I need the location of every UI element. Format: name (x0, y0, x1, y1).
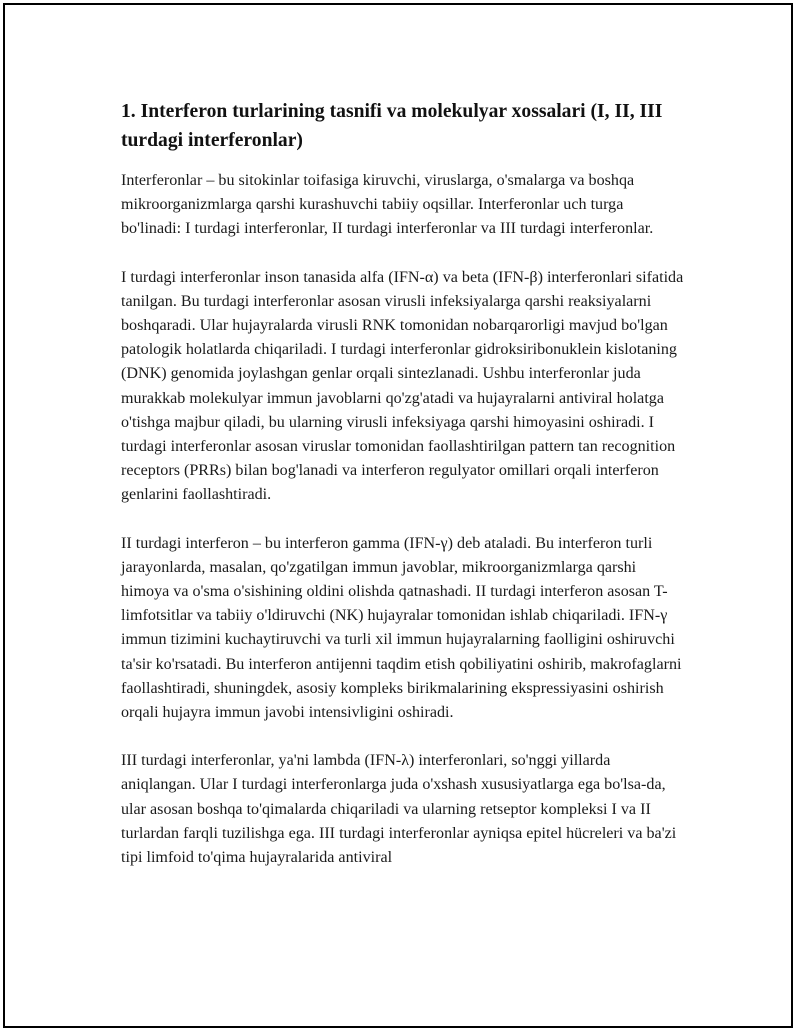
paragraph-type-two: II turdagi interferon – bu interferon gamma (IFN-γ) deb ataladi. Bu interferon turli jarayonlarda, masalan, qo'zgatilgan immun javoblar, mikroorganizmlarga qarshi himoya va o'sma o'sishining oldini olishda qatnashadi. II turdagi interferon asosan T-limfotsitlar va tabiiy o'ldiruvchi (NK) hujayralar tomonidan ishlab chiqariladi. IFN-γ immun tizimini kuchaytiruvchi va turli xil immun hujayralarning faolligini oshiruvchi ta'sir ko'rsatadi. Bu interferon antijenni taqdim etish qobiliyatini oshirib, makrofaglarni faollashtiradi, shuningdek, asosiy kompleks birikmalarining ekspressiyasini oshirish orqali hujayra immun javobi intensivligini oshiradi. (121, 534, 682, 722)
paragraph-type-three: III turdagi interferonlar, ya'ni lambda (IFN-λ) interferonlari, so'nggi yillarda aniqlangan. Ular I turdagi interferonlarga juda o'xshash xususiyatlarga ega bo'lsa-da, ular asosan boshqa to'qimalarda chiqariladi va ularning retseptor kompleksi I va II turlardan farqli tuzilishga ega. III turdagi interferonlar ayniqsa epitel hücreleri va ba'zi tipi limfoid to'qima hujayralarida antiviral (121, 752, 677, 867)
document-body (121, 97, 687, 894)
section-heading: 1. Interferon turlarining tasnifi va molekulyar xossalari (I, II, III turdagi interferonlar) (121, 101, 663, 151)
paragraph-intro: Interferonlar – bu sitokinlar toifasiga kiruvchi, viruslarga, o'smalarga va boshqa mikroorganizmlarga qarshi kurashuvchi tabiiy oqsillar. Interferonlar uch turga bo'linadi: I turdagi interferonlar, II turdagi interferonlar va III turdagi interferonlar. (121, 172, 654, 238)
paragraph-type-one: I turdagi interferonlar inson tanasida alfa (IFN-α) va beta (IFN-β) interferonlari sifatida tanilgan. Bu turdagi interferonlar asosan virusli infeksiyalarga qarshi reaksiyalarni boshqaradi. Ular hujayralarda virusli RNK tomonidan nobarqarorligi mavjud bo'lgan patologik holatlarda chiqariladi. I turdagi interferonlar gidroksiribonuklein kislotaning (DNK) genomida joylashgan genlar orqali sintezlanadi. Ushbu interferonlar juda murakkab molekulyar immun javoblarni qo'zg'atadi va hujayralarni antiviral holatga o'tishga majbur qiladi, bu ularning virusli infeksiyaga qarshi himoyasini oshiradi. I turdagi interferonlar asosan viruslar tomonidan faollashtirilgan pattern tan recognition receptors (PRRs) bilan bog'lanadi va interferon regulyator omillari orqali interferon genlarini faollashtiradi. (121, 268, 684, 504)
document-page (3, 3, 793, 1028)
